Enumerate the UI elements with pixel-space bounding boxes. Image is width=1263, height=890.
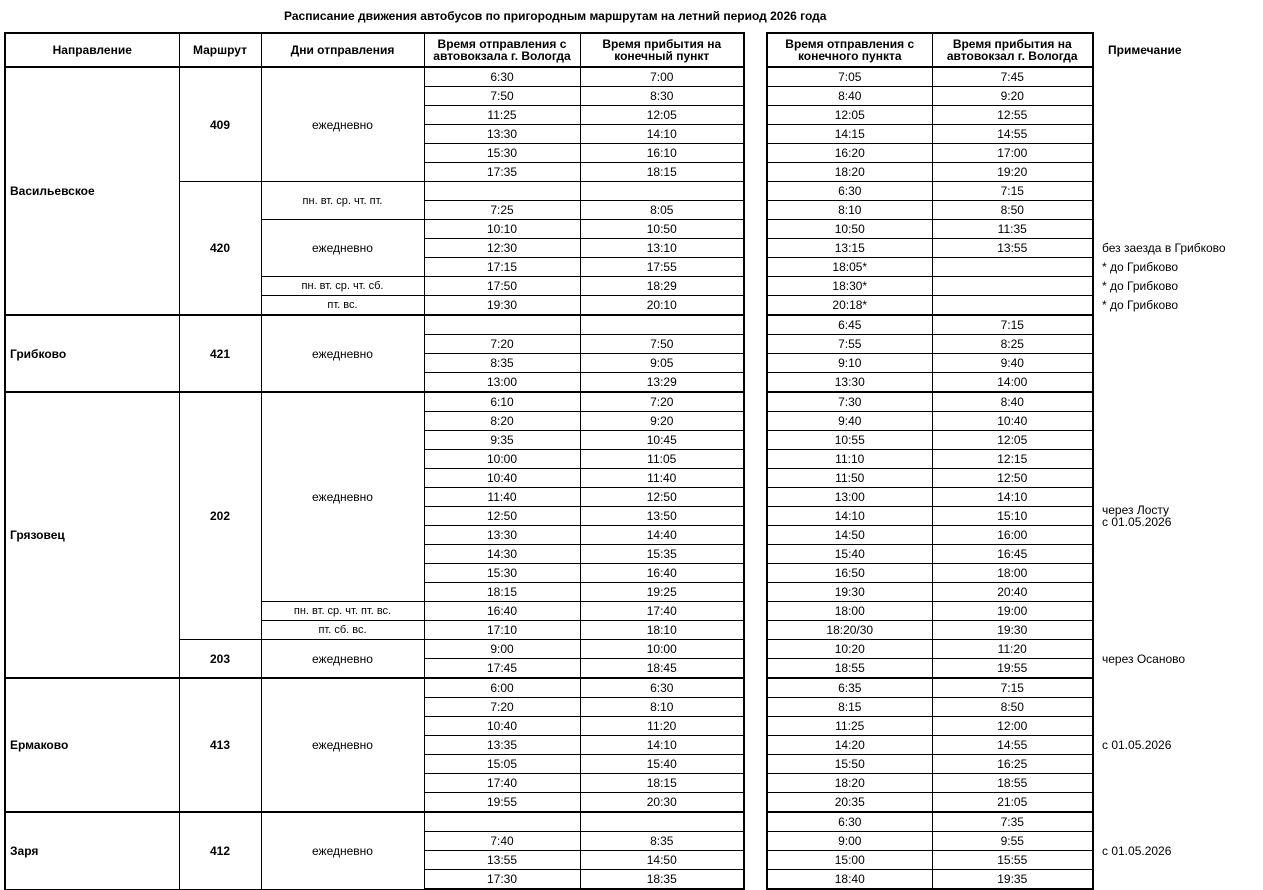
column-gap — [744, 564, 767, 583]
departure-terminal-cell: 18:00 — [767, 602, 932, 621]
departure-vologda-cell: 12:30 — [424, 239, 580, 258]
arrival-terminal-cell: 19:25 — [580, 583, 744, 602]
column-gap — [744, 793, 767, 813]
arrival-terminal-cell — [580, 315, 744, 335]
departure-vologda-cell — [424, 182, 580, 201]
arrival-vologda-cell: 15:55 — [932, 851, 1093, 870]
column-gap — [744, 315, 767, 335]
departure-terminal-cell: 12:05 — [767, 106, 932, 125]
departure-terminal-cell: 18:20 — [767, 774, 932, 793]
arrival-terminal-cell: 11:20 — [580, 717, 744, 736]
column-gap — [744, 220, 767, 239]
arrival-terminal-cell: 14:40 — [580, 526, 744, 545]
departure-vologda-cell: 15:30 — [424, 144, 580, 163]
direction-cell: Грибково — [5, 315, 179, 392]
days-cell: ежедневно — [261, 67, 424, 182]
arrival-vologda-cell: 19:20 — [932, 163, 1093, 182]
page-title: Расписание движения автобусов по пригородным маршрутам на летний период 2026 года — [284, 9, 827, 23]
column-gap — [744, 469, 767, 488]
route-number-cell: 203 — [179, 640, 261, 679]
departure-terminal-cell: 19:30 — [767, 583, 932, 602]
departure-terminal-cell: 11:50 — [767, 469, 932, 488]
departure-vologda-cell: 13:00 — [424, 373, 580, 393]
arrival-terminal-cell: 18:15 — [580, 774, 744, 793]
arrival-terminal-cell: 20:10 — [580, 296, 744, 316]
departure-terminal-cell: 9:00 — [767, 832, 932, 851]
arrival-terminal-cell: 10:00 — [580, 640, 744, 659]
departure-vologda-cell: 17:30 — [424, 870, 580, 890]
table-row — [5, 67, 1233, 87]
departure-vologda-cell: 9:35 — [424, 431, 580, 450]
column-gap — [744, 621, 767, 640]
direction-cell: Заря — [5, 812, 179, 889]
departure-vologda-cell: 10:00 — [424, 450, 580, 469]
note-cell — [1093, 201, 1233, 220]
arrival-vologda-cell — [932, 277, 1093, 296]
arrival-terminal-cell: 20:30 — [580, 793, 744, 813]
departure-terminal-cell: 14:15 — [767, 125, 932, 144]
note-cell — [1093, 125, 1233, 144]
arrival-terminal-cell: 6:30 — [580, 678, 744, 698]
days-cell: пн. вт. ср. чт. пт. вс. — [261, 602, 424, 621]
departure-vologda-cell: 10:10 — [424, 220, 580, 239]
arrival-vologda-cell: 7:15 — [932, 315, 1093, 335]
column-gap — [744, 870, 767, 890]
departure-terminal-cell: 9:40 — [767, 412, 932, 431]
arrival-terminal-cell: 18:29 — [580, 277, 744, 296]
departure-terminal-cell: 9:10 — [767, 354, 932, 373]
arrival-terminal-cell: 18:15 — [580, 163, 744, 182]
arrival-vologda-cell: 14:00 — [932, 373, 1093, 393]
departure-terminal-cell: 15:50 — [767, 755, 932, 774]
header-days: Дни отправления — [261, 33, 424, 67]
arrival-terminal-cell: 9:20 — [580, 412, 744, 431]
route-number-cell: 202 — [179, 392, 261, 640]
arrival-terminal-cell: 16:10 — [580, 144, 744, 163]
arrival-terminal-cell: 15:40 — [580, 755, 744, 774]
arrival-vologda-cell: 7:45 — [932, 67, 1093, 87]
departure-vologda-cell: 17:50 — [424, 277, 580, 296]
column-gap — [744, 33, 767, 67]
arrival-vologda-cell: 16:45 — [932, 545, 1093, 564]
departure-terminal-cell: 11:25 — [767, 717, 932, 736]
departure-vologda-cell: 11:40 — [424, 488, 580, 507]
days-cell: ежедневно — [261, 392, 424, 602]
arrival-vologda-cell: 18:00 — [932, 564, 1093, 583]
column-gap — [744, 296, 767, 316]
departure-terminal-cell: 13:00 — [767, 488, 932, 507]
arrival-terminal-cell: 12:05 — [580, 106, 744, 125]
arrival-vologda-cell: 12:00 — [932, 717, 1093, 736]
departure-vologda-cell: 10:40 — [424, 469, 580, 488]
arrival-vologda-cell: 12:50 — [932, 469, 1093, 488]
days-cell: ежедневно — [261, 315, 424, 392]
arrival-vologda-cell: 20:40 — [932, 583, 1093, 602]
departure-vologda-cell — [424, 315, 580, 335]
departure-vologda-cell: 13:35 — [424, 736, 580, 755]
arrival-vologda-cell: 19:55 — [932, 659, 1093, 679]
note-cell: без заезда в Грибково — [1102, 241, 1226, 255]
departure-terminal-cell: 14:50 — [767, 526, 932, 545]
days-cell: пт. вс. — [261, 296, 424, 316]
departure-terminal-cell: 18:05* — [767, 258, 932, 277]
departure-terminal-cell: 7:55 — [767, 335, 932, 354]
arrival-vologda-cell: 9:40 — [932, 354, 1093, 373]
departure-vologda-cell: 7:20 — [424, 335, 580, 354]
column-gap — [744, 659, 767, 679]
route-number-cell: 409 — [179, 67, 261, 182]
arrival-vologda-cell: 8:50 — [932, 201, 1093, 220]
departure-terminal-cell: 8:40 — [767, 87, 932, 106]
arrival-vologda-cell: 7:35 — [932, 812, 1093, 832]
table-row — [5, 392, 1233, 412]
column-gap — [744, 755, 767, 774]
days-cell: пн. вт. ср. чт. пт. — [261, 182, 424, 220]
header-arrival-vologda: Время прибытия на автовокзал г. Вологда — [932, 33, 1093, 67]
arrival-terminal-cell: 9:05 — [580, 354, 744, 373]
arrival-vologda-cell: 14:55 — [932, 125, 1093, 144]
table-row — [5, 182, 1233, 201]
departure-terminal-cell: 20:18* — [767, 296, 932, 316]
departure-vologda-cell: 8:35 — [424, 354, 580, 373]
arrival-vologda-cell: 14:55 — [932, 736, 1093, 755]
arrival-terminal-cell: 16:40 — [580, 564, 744, 583]
arrival-terminal-cell: 8:35 — [580, 832, 744, 851]
column-gap — [744, 373, 767, 393]
arrival-vologda-cell: 8:40 — [932, 392, 1093, 412]
departure-vologda-cell: 19:55 — [424, 793, 580, 813]
arrival-vologda-cell: 12:15 — [932, 450, 1093, 469]
column-gap — [744, 736, 767, 755]
column-gap — [744, 106, 767, 125]
note-cell — [1093, 315, 1233, 335]
note-cell — [1093, 163, 1233, 182]
table-row — [5, 640, 1233, 659]
arrival-terminal-cell: 7:50 — [580, 335, 744, 354]
departure-terminal-cell: 15:00 — [767, 851, 932, 870]
departure-terminal-cell: 18:20 — [767, 163, 932, 182]
column-gap — [744, 812, 767, 832]
column-gap — [744, 144, 767, 163]
arrival-terminal-cell: 8:30 — [580, 87, 744, 106]
arrival-terminal-cell: 18:35 — [580, 870, 744, 890]
note-cell: * до Грибково — [1102, 298, 1179, 313]
arrival-terminal-cell: 13:29 — [580, 373, 744, 393]
column-gap — [744, 201, 767, 220]
departure-vologda-cell: 6:10 — [424, 392, 580, 412]
route-number-cell: 420 — [179, 182, 261, 316]
arrival-vologda-cell: 14:10 — [932, 488, 1093, 507]
departure-terminal-cell: 13:15 — [767, 239, 932, 258]
arrival-terminal-cell: 11:05 — [580, 450, 744, 469]
departure-vologda-cell: 17:10 — [424, 621, 580, 640]
arrival-vologda-cell: 7:15 — [932, 182, 1093, 201]
column-gap — [744, 698, 767, 717]
arrival-vologda-cell: 12:05 — [932, 431, 1093, 450]
arrival-terminal-cell — [580, 812, 744, 832]
note-cell — [1093, 392, 1233, 640]
arrival-terminal-cell: 8:05 — [580, 201, 744, 220]
departure-terminal-cell: 6:35 — [767, 678, 932, 698]
departure-terminal-cell: 20:35 — [767, 793, 932, 813]
departure-terminal-cell: 14:10 — [767, 507, 932, 526]
column-gap — [744, 258, 767, 277]
arrival-vologda-cell: 10:40 — [932, 412, 1093, 431]
column-gap — [744, 163, 767, 182]
departure-terminal-cell: 8:15 — [767, 698, 932, 717]
departure-vologda-cell: 13:30 — [424, 526, 580, 545]
column-gap — [744, 602, 767, 621]
direction-cell: Васильевское — [5, 67, 179, 315]
table-row — [5, 812, 1233, 832]
note-line: через Осаново — [1102, 651, 1186, 666]
departure-vologda-cell: 19:30 — [424, 296, 580, 316]
note-cell: * до Грибково — [1102, 279, 1179, 293]
arrival-terminal-cell: 13:10 — [580, 239, 744, 258]
note-cell — [1093, 87, 1233, 106]
direction-cell: Ермаково — [5, 678, 179, 812]
departure-vologda-cell: 14:30 — [424, 545, 580, 564]
arrival-vologda-cell: 19:35 — [932, 870, 1093, 890]
table-row — [5, 315, 1233, 335]
header-direction: Направление — [5, 33, 179, 67]
note-cell — [1093, 335, 1233, 354]
column-gap — [744, 67, 767, 87]
departure-vologda-cell: 16:40 — [424, 602, 580, 621]
note-cell — [1093, 144, 1233, 163]
column-gap — [744, 239, 767, 258]
column-gap — [744, 431, 767, 450]
departure-vologda-cell: 6:30 — [424, 67, 580, 87]
arrival-terminal-cell: 18:45 — [580, 659, 744, 679]
column-gap — [744, 583, 767, 602]
arrival-terminal-cell: 8:10 — [580, 698, 744, 717]
departure-vologda-cell: 10:40 — [424, 717, 580, 736]
arrival-vologda-cell: 11:35 — [932, 220, 1093, 239]
schedule-table — [4, 32, 1233, 890]
arrival-vologda-cell: 18:55 — [932, 774, 1093, 793]
column-gap — [744, 335, 767, 354]
note-cell — [1093, 67, 1233, 87]
arrival-vologda-cell: 19:30 — [932, 621, 1093, 640]
departure-terminal-cell: 6:30 — [767, 182, 932, 201]
column-gap — [744, 182, 767, 201]
column-gap — [744, 392, 767, 412]
departure-terminal-cell: 18:30* — [767, 277, 932, 296]
departure-vologda-cell: 18:15 — [424, 583, 580, 602]
header-route: Маршрут — [179, 33, 261, 67]
arrival-terminal-cell: 7:20 — [580, 392, 744, 412]
header-departure-vologda: Время отправления с автовокзала г. Вологда — [424, 33, 580, 67]
departure-terminal-cell: 6:45 — [767, 315, 932, 335]
arrival-terminal-cell: 15:35 — [580, 545, 744, 564]
header-note: Примечание — [1108, 43, 1182, 57]
departure-vologda-cell: 8:20 — [424, 412, 580, 431]
note-cell — [1093, 812, 1233, 889]
departure-terminal-cell: 16:20 — [767, 144, 932, 163]
column-gap — [744, 354, 767, 373]
arrival-terminal-cell: 7:00 — [580, 67, 744, 87]
column-gap — [744, 412, 767, 431]
route-number-cell: 413 — [179, 678, 261, 812]
note-line: с 01.05.2026 — [1102, 843, 1172, 858]
arrival-terminal-cell: 17:55 — [580, 258, 744, 277]
arrival-vologda-cell: 13:55 — [932, 239, 1093, 258]
note-cell — [1093, 220, 1233, 239]
arrival-vologda-cell: 16:25 — [932, 755, 1093, 774]
column-gap — [744, 545, 767, 564]
arrival-terminal-cell: 17:40 — [580, 602, 744, 621]
note-line: с 01.05.2026 — [1102, 514, 1172, 529]
departure-terminal-cell: 16:50 — [767, 564, 932, 583]
departure-terminal-cell: 15:40 — [767, 545, 932, 564]
departure-terminal-cell: 7:30 — [767, 392, 932, 412]
column-gap — [744, 87, 767, 106]
note-cell — [1093, 182, 1233, 201]
days-cell: пн. вт. ср. чт. сб. — [261, 277, 424, 296]
departure-terminal-cell: 13:30 — [767, 373, 932, 393]
column-gap — [744, 507, 767, 526]
arrival-terminal-cell: 13:50 — [580, 507, 744, 526]
column-gap — [744, 125, 767, 144]
note-cell — [1093, 678, 1233, 812]
days-cell: ежедневно — [261, 220, 424, 277]
direction-cell: Грязовец — [5, 392, 179, 678]
column-gap — [744, 832, 767, 851]
departure-terminal-cell: 10:55 — [767, 431, 932, 450]
departure-vologda-cell: 12:50 — [424, 507, 580, 526]
departure-vologda-cell: 7:25 — [424, 201, 580, 220]
column-gap — [744, 640, 767, 659]
departure-vologda-cell — [424, 812, 580, 832]
arrival-terminal-cell — [580, 182, 744, 201]
departure-terminal-cell: 8:10 — [767, 201, 932, 220]
arrival-vologda-cell: 12:55 — [932, 106, 1093, 125]
days-cell: пт. сб. вс. — [261, 621, 424, 640]
note-cell — [1093, 373, 1233, 393]
column-gap — [744, 717, 767, 736]
column-gap — [744, 851, 767, 870]
column-gap — [744, 488, 767, 507]
column-gap — [744, 678, 767, 698]
departure-vologda-cell: 7:40 — [424, 832, 580, 851]
schedule-body — [5, 67, 1233, 889]
arrival-vologda-cell: 16:00 — [932, 526, 1093, 545]
arrival-vologda-cell: 11:20 — [932, 640, 1093, 659]
arrival-vologda-cell: 8:50 — [932, 698, 1093, 717]
header-departure-terminal: Время отправления с конечного пункта — [767, 33, 932, 67]
note-cell — [1093, 354, 1233, 373]
arrival-vologda-cell: 21:05 — [932, 793, 1093, 813]
note-cell — [1093, 106, 1233, 125]
header-row — [5, 33, 1233, 67]
departure-terminal-cell: 10:50 — [767, 220, 932, 239]
arrival-terminal-cell: 14:10 — [580, 125, 744, 144]
departure-vologda-cell: 17:45 — [424, 659, 580, 679]
departure-vologda-cell: 13:55 — [424, 851, 580, 870]
departure-vologda-cell: 17:35 — [424, 163, 580, 182]
arrival-terminal-cell: 10:45 — [580, 431, 744, 450]
note-line: через Лосту — [1102, 502, 1170, 517]
departure-terminal-cell: 10:20 — [767, 640, 932, 659]
departure-terminal-cell: 14:20 — [767, 736, 932, 755]
note-cell — [1093, 640, 1233, 679]
arrival-terminal-cell: 18:10 — [580, 621, 744, 640]
departure-vologda-cell: 11:25 — [424, 106, 580, 125]
days-cell: ежедневно — [261, 678, 424, 812]
departure-terminal-cell: 18:55 — [767, 659, 932, 679]
arrival-terminal-cell: 14:50 — [580, 851, 744, 870]
arrival-vologda-cell: 9:55 — [932, 832, 1093, 851]
arrival-vologda-cell — [932, 296, 1093, 316]
departure-vologda-cell: 17:40 — [424, 774, 580, 793]
departure-vologda-cell: 6:00 — [424, 678, 580, 698]
departure-terminal-cell: 7:05 — [767, 67, 932, 87]
departure-vologda-cell: 9:00 — [424, 640, 580, 659]
departure-vologda-cell: 15:30 — [424, 564, 580, 583]
arrival-vologda-cell: 17:00 — [932, 144, 1093, 163]
table-row — [5, 678, 1233, 698]
arrival-vologda-cell: 7:15 — [932, 678, 1093, 698]
arrival-terminal-cell: 12:50 — [580, 488, 744, 507]
departure-vologda-cell: 15:05 — [424, 755, 580, 774]
column-gap — [744, 277, 767, 296]
departure-terminal-cell: 18:20/30 — [767, 621, 932, 640]
departure-vologda-cell: 7:50 — [424, 87, 580, 106]
departure-vologda-cell: 7:20 — [424, 698, 580, 717]
departure-terminal-cell: 18:40 — [767, 870, 932, 890]
route-number-cell: 412 — [179, 812, 261, 889]
departure-vologda-cell: 17:15 — [424, 258, 580, 277]
arrival-vologda-cell: 15:10 — [932, 507, 1093, 526]
days-cell: ежедневно — [261, 812, 424, 889]
arrival-terminal-cell: 11:40 — [580, 469, 744, 488]
arrival-terminal-cell: 10:50 — [580, 220, 744, 239]
route-number-cell: 421 — [179, 315, 261, 392]
departure-vologda-cell: 13:30 — [424, 125, 580, 144]
column-gap — [744, 526, 767, 545]
header-arrival-terminal: Время прибытия на конечный пункт — [580, 33, 744, 67]
column-gap — [744, 774, 767, 793]
arrival-vologda-cell: 8:25 — [932, 335, 1093, 354]
arrival-vologda-cell: 9:20 — [932, 87, 1093, 106]
departure-terminal-cell: 11:10 — [767, 450, 932, 469]
days-cell: ежедневно — [261, 640, 424, 679]
note-line: с 01.05.2026 — [1102, 738, 1172, 752]
note-cell: * до Грибково — [1102, 260, 1179, 274]
arrival-vologda-cell — [932, 258, 1093, 277]
departure-terminal-cell: 6:30 — [767, 812, 932, 832]
arrival-terminal-cell: 14:10 — [580, 736, 744, 755]
column-gap — [744, 450, 767, 469]
arrival-vologda-cell: 19:00 — [932, 602, 1093, 621]
